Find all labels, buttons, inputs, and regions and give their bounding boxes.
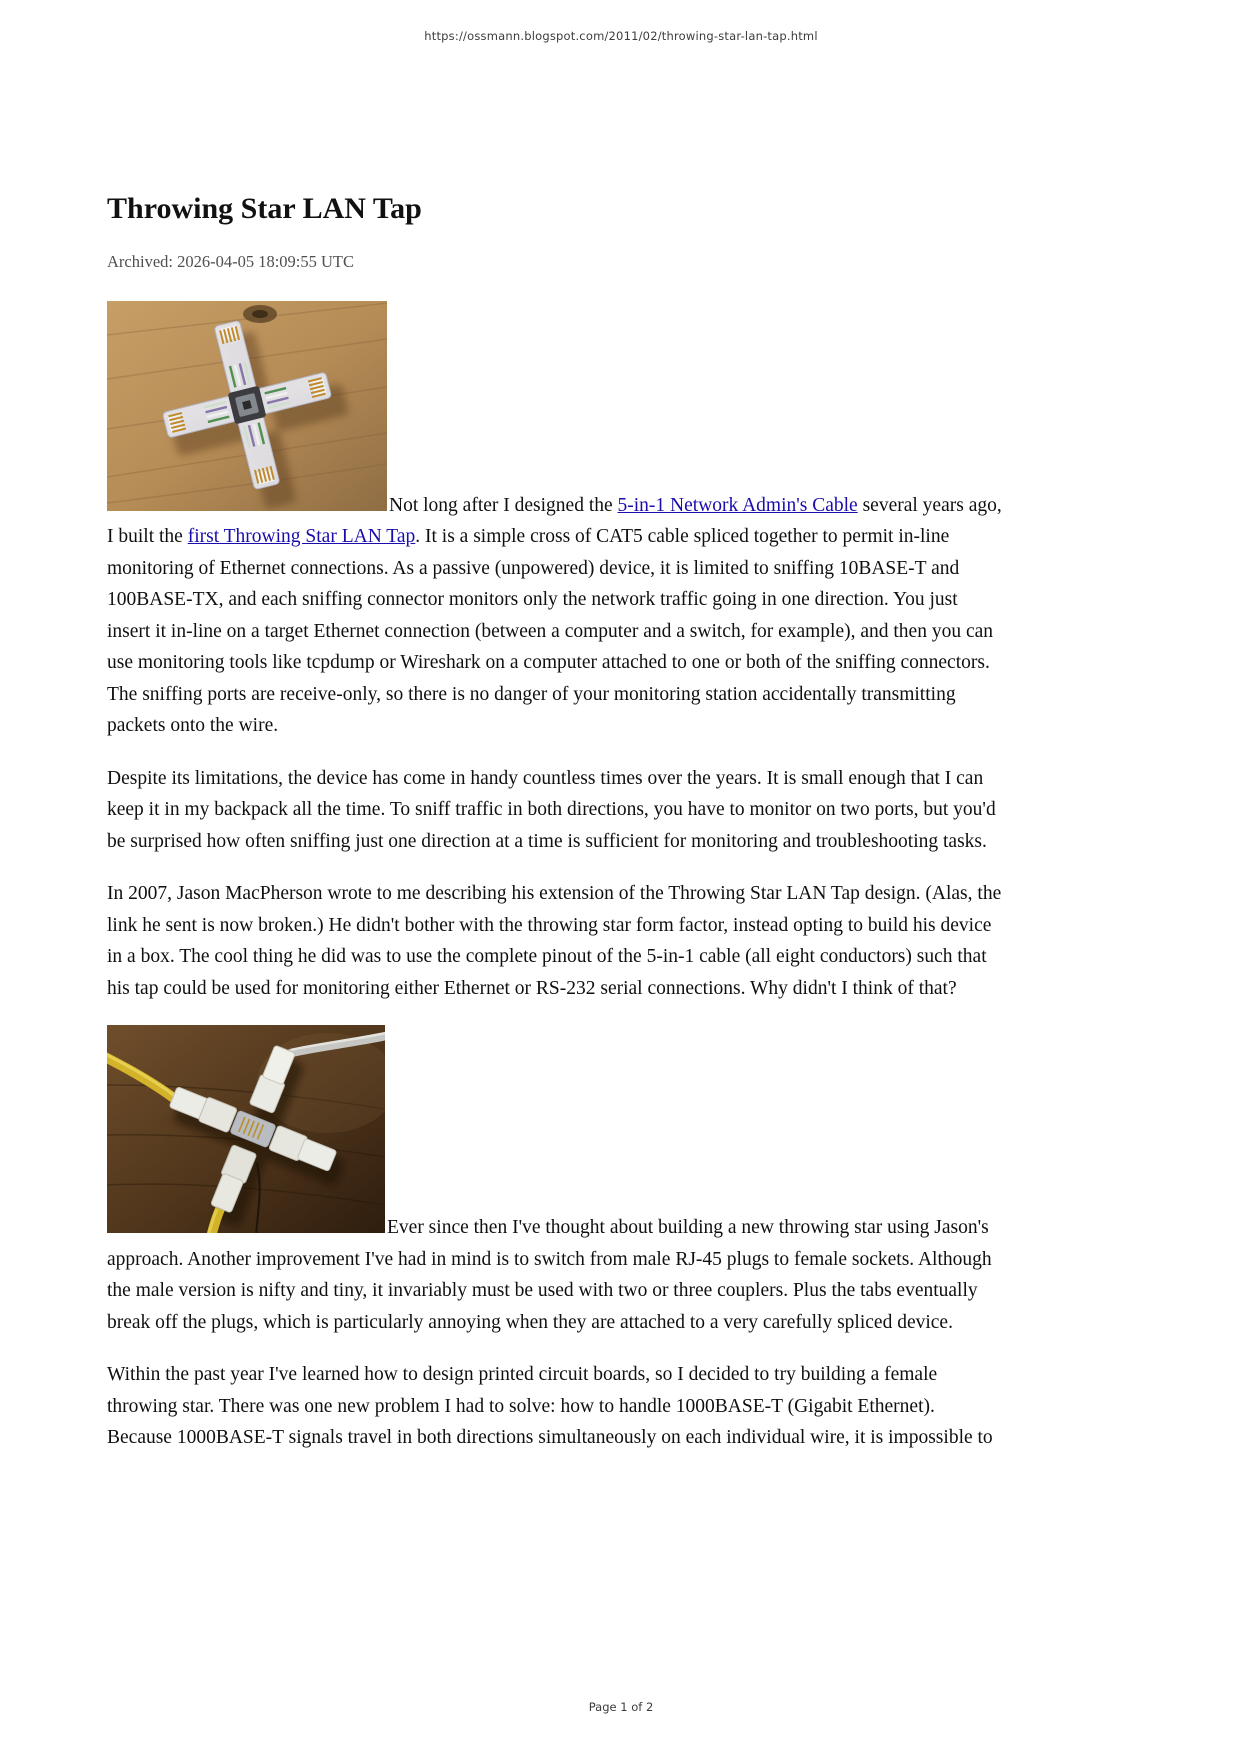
page-number: Page 1 of 2 [588,1700,654,1714]
lan-tap-photo-2 [107,1025,385,1233]
paragraph-4 [107,1025,1003,1338]
paragraph-1-text-3: . It is a simple cross of CAT5 cable spliced together to permit in-line monitoring of Ethernet connections. As a passive (unpowered) device, it is limited to sniffing 10BASE-T and 100BASE-TX, and each sniffing connector monitors only the network traffic going in one direction. You just insert it in-line on a target Ethernet connection (between a computer and a switch, for example), and then you can use monitoring tools like tcpdump or Wireshark on a computer attached to one or both of the sniffing connectors. The sniffing ports are receive-only, so there is no danger of your monitoring station accidentally transmitting packets onto the wire. [107,526,994,736]
paragraph-3: In 2007, Jason MacPherson wrote to me describing his extension of the Throwing Star LAN Tap design. (Alas, the link he sent is now broken.) He didn't bother with the throwing star form factor, instead opting to build his device in a box. The cool thing he did was to use the complete pinout of the 5-in-1 cable (all eight conductors) such that his tap could be used for monitoring either Ethernet or RS-232 serial connections. Why didn't I think of that? [107,883,1002,999]
paragraph-1-text-1: Not long after I designed the [389,494,618,516]
paragraph-5: Within the past year I've learned how to design printed circuit boards, so I decided to try building a female throwing star. There was one new problem I had to solve: how to handle 1000BASE-T (Gigabit Ethernet). Because 1000BASE-T signals travel in both directions simultaneously on each individual wire, it is impossible to [107,1364,993,1448]
paragraph-4-text: Ever since then I've thought about building a new throwing star using Jason's approach. Another improvement I've had in mind is to switch from male RJ-45 plugs to female sockets. Although the male version is nifty and tiny, it invariably must be used with two or three couplers. Plus the tabs eventually break off the plugs, which is particularly annoying when they are attached to a very carefully spliced device. [107,1217,992,1333]
paragraph-1 [107,301,1003,742]
paragraph-1-text-2: several years ago, I built the [107,494,1002,547]
link-first-throwing-star-lan-tap[interactable]: first Throwing Star LAN Tap [187,526,416,547]
link-5in1-network-admins-cable[interactable]: 5-in-1 Network Admin's Cable [617,494,858,516]
page-header-url: https://ossmann.blogspot.com/2011/02/throwing-star-lan-tap.html [424,29,818,43]
page-title: Throwing Star LAN Tap [107,192,422,225]
lan-tap-photo-1-illustration [107,301,387,511]
lan-tap-photo-2-illustration [107,1025,385,1233]
archive-timestamp: Archived: 2026-04-05 18:09:55 UTC [107,251,355,271]
article-content [107,192,1003,1454]
paragraph-2: Despite its limitations, the device has come in handy countless times over the years. It is small enough that I can keep it in my backpack all the time. To sniff traffic in both directions, you have to monitor on two ports, but you'd be surprised how often sniffing just one direction at a time is sufficient for monitoring and troubleshooting tasks. [107,767,996,852]
lan-tap-photo-1 [107,301,387,511]
